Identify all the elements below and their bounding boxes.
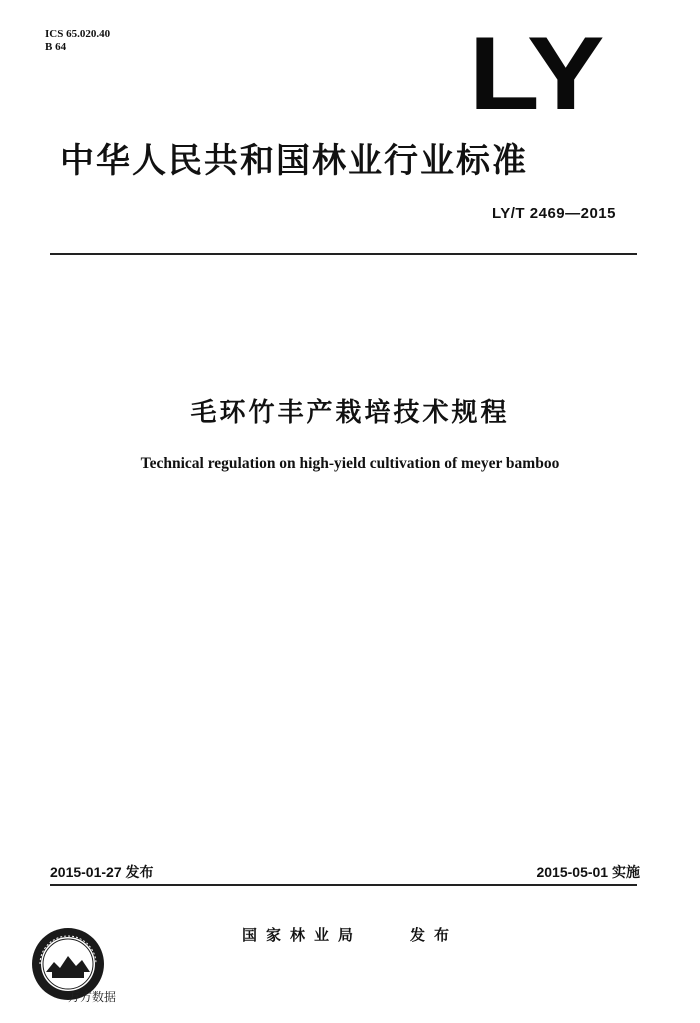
ly-logo: LY (468, 16, 602, 132)
document-title-en: Technical regulation on high-yield cultivation of meyer bamboo (140, 455, 560, 472)
publish-label: 发布 (410, 926, 459, 944)
ics-code: ICS 65.020.40 (45, 28, 111, 40)
publisher: 国家林业局 (242, 926, 363, 944)
standard-title: 中华人民共和国林业行业标准 (60, 141, 528, 181)
watermark-text: 万方数据 (68, 990, 117, 1004)
document-title-cn: 毛环竹丰产栽培技术规程 (190, 398, 510, 428)
footer-divider (50, 884, 637, 886)
classification-codes (45, 28, 110, 54)
ccs-code: B 64 (45, 41, 67, 53)
standard-number: LY/T 2469—2015 (491, 205, 616, 222)
header-divider (50, 253, 637, 255)
issue-date: 2015-01-27 发布 (50, 864, 154, 880)
implement-date: 2015-05-01 实施 (536, 864, 640, 880)
